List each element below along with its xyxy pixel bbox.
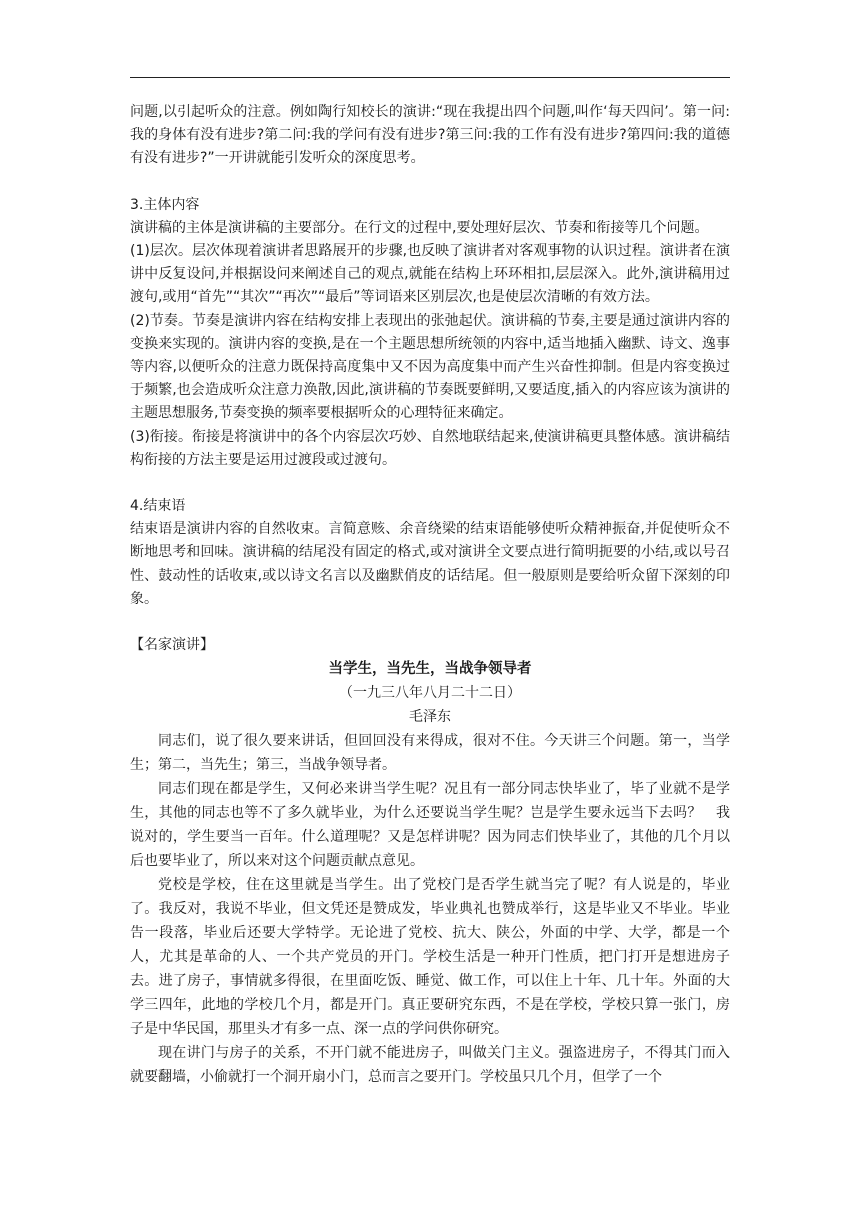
speech-paragraph: 党校是学校，住在这里就是当学生。出了党校门是否学生就当完了呢？有人说是的，毕业了。我反对，我说不毕业，但文凭还是赞成发，毕业典礼也赞成举行，这是毕业又不毕业。毕业告一段落，毕业后还要大学特学。无论进了党校、抗大、陕公，外面的中学、大学，都是一个人，尤其是革命的人、一个共产党员的开门。学校生活是一种开门性质，把门打开是想进房子去。进了房子，事情就多得很，在里面吃饭、睡觉、做工作，可以住上十年、几十年。外面的大学三四年，此地的学校几个月，都是开门。真正要研究东西，不是在学校，学校只算一张门，房子是中华民国，那里头才有多一点、深一点的学问供你研究。 [130,877,730,1038]
section-3-item-layers: (1)层次。层次体现着演讲者思路展开的步骤,也反映了演讲者对客观事物的认识过程。演讲者在演讲中反复设问,并根据设问来阐述自己的观点,就能在结构上环环相扣,层层深入。此外,演讲稿用过渡句,或用“首先”“其次”“再次”“最后”等词语来区别层次,也是使层次清晰的有效方法。 [130,243,730,306]
document-body [130,101,730,1089]
speech-title: 当学生，当先生，当战争领导者 [328,661,532,678]
speech-section [130,657,730,1089]
speech-paragraph: 现在讲门与房子的关系，不开门就不能进房子，叫做关门主义。强盗进房子，不得其门而入就要翻墙，小偷就打一个洞开扇小门，总而言之要开门。学校虽只几个月，但学了一个 [130,1045,730,1086]
speech-author: 毛泽东 [409,709,451,726]
speech-date: （一九三八年八月二十二日） [339,685,521,702]
header-rule [130,77,730,78]
speech-paragraph: 同志们，说了很久要来讲话，但回回没有来得成，很对不住。今天讲三个问题。第一，当学生；第二，当先生；第三，当战争领导者。 [130,733,730,774]
section-3-item-rhythm: (2)节奏。节奏是演讲内容在结构安排上表现出的张弛起伏。演讲稿的节奏,主要是通过演讲内容的变换来实现的。演讲内容的变换,是在一个主题思想所统领的内容中,适当地插入幽默、诗文、逸事等内容,以便听众的注意力既保持高度集中又不因为高度集中而产生兴奋性抑制。但是内容变换过于频繁,也会造成听众注意力涣散,因此,演讲稿的节奏既要鲜明,又要适度,插入的内容应该为演讲的主题思想服务,节奏变换的频率要根据听众的心理特征来确定。 [130,312,730,422]
section-3-heading: 3.主体内容 [130,196,200,213]
famous-speech-label: 【名家演讲】 [130,637,214,654]
section-3-intro: 演讲稿的主体是演讲稿的主要部分。在行文的过程中,要处理好层次、节奏和衔接等几个问题。 [130,219,709,236]
section-4-paragraph: 结束语是演讲内容的自然收束。言简意赅、余音绕梁的结束语能够使听众精神振奋,并促使听众不断地思考和回味。演讲稿的结尾没有固定的格式,或对演讲全文要点进行简明扼要的小结,或以号召性、鼓动性的话收束,或以诗文名言以及幽默俏皮的话结尾。但一般原则是要给听众留下深刻的印象。 [130,521,730,607]
intro-paragraph: 问题,以引起听众的注意。例如陶行知校长的演讲:“现在我提出四个问题,叫作‘每天四问’。第一问:我的身体有没有进步?第二问:我的学问有没有进步?第三问:我的工作有没有进步?第四问:我的道德有没有进步?”一开讲就能引发听众的深度思考。 [130,104,730,167]
section-4-heading: 4.结束语 [130,498,186,515]
section-3-item-transition: (3)衔接。衔接是将演讲中的各个内容层次巧妙、自然地联结起来,使演讲稿更具整体感。演讲稿结构衔接的方法主要是运用过渡段或过渡句。 [130,428,730,468]
speech-paragraph: 同志们现在都是学生，又何必来讲当学生呢？况且有一部分同志快毕业了，毕了业就不是学生，其他的同志也等不了多久就毕业，为什么还要说当学生呢？岂是学生要永远当下去吗？ 我说对的，学生要当一百年。什么道理呢？又是怎样讲呢？因为同志们快毕业了，其他的几个月以后也要毕业了，所以来对这个问题贡献点意见。 [130,781,730,870]
